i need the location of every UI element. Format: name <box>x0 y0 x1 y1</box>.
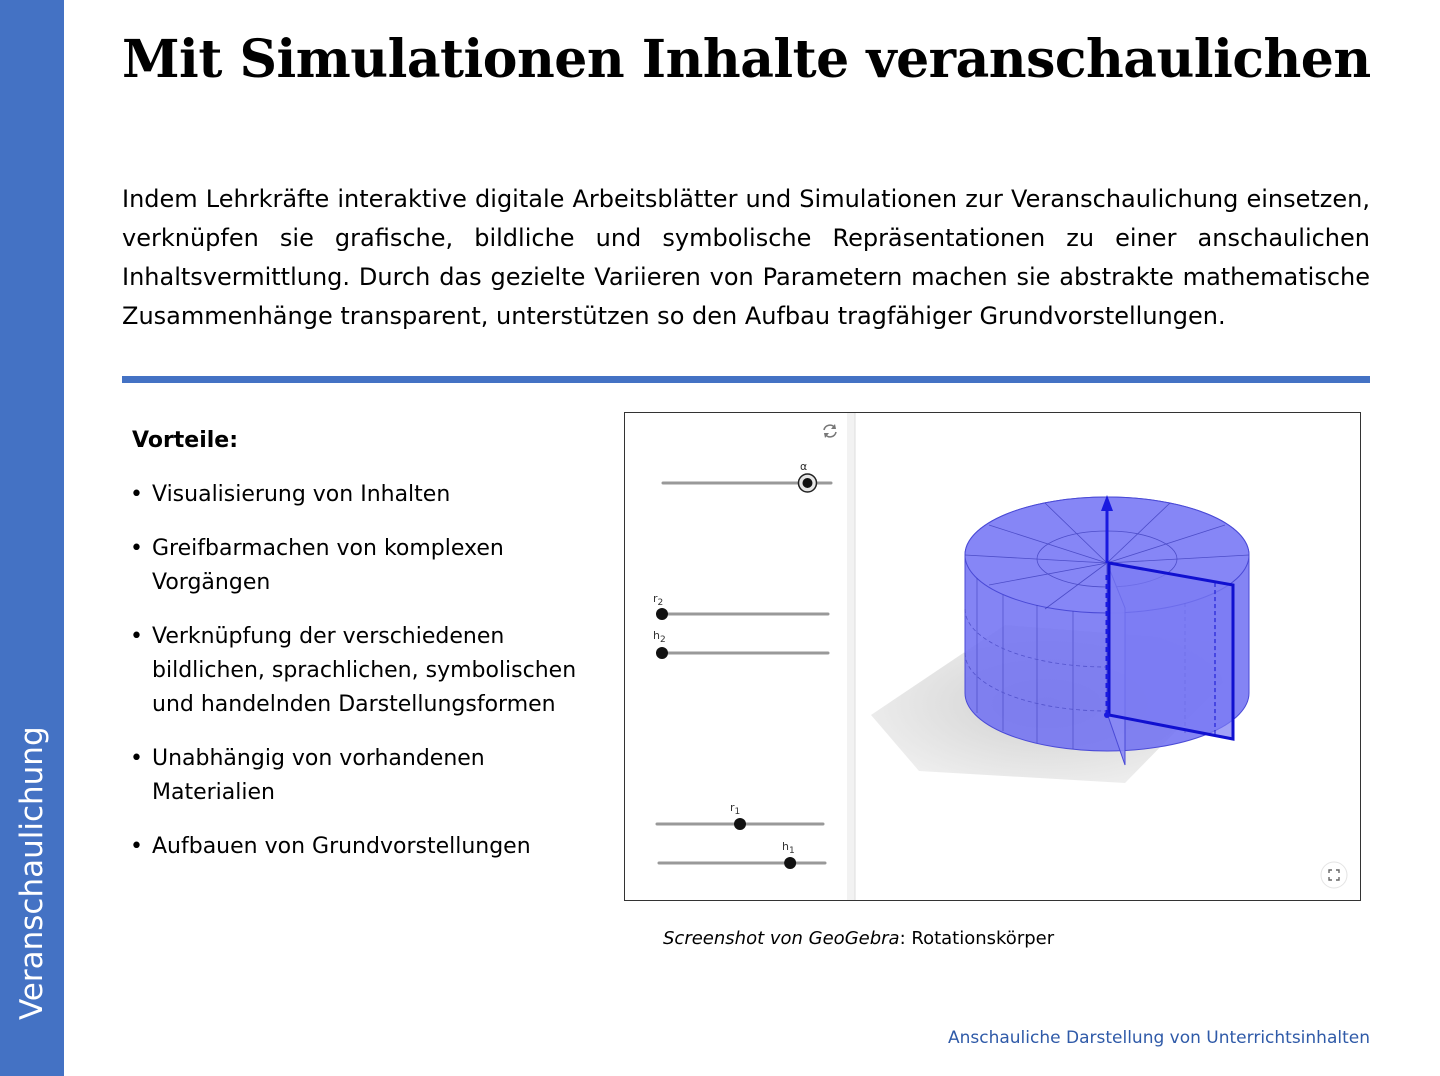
geogebra-canvas <box>625 413 1361 901</box>
slider-r1-label: r <box>730 801 735 814</box>
svg-text:r1 <box>730 801 740 817</box>
slider-knob[interactable] <box>734 818 746 830</box>
list-item: • Unabhängig von vorhandenen Materialien <box>130 742 600 810</box>
sidebar-band <box>0 0 64 1076</box>
slider-r2-sub: 2 <box>657 598 664 608</box>
slider-h2-sub: 2 <box>659 635 666 645</box>
caption-italic: Screenshot von GeoGebra <box>663 928 900 949</box>
page-title: Mit Simulationen Inhalte veranschaulichen <box>122 29 1371 90</box>
panel-divider <box>847 413 855 901</box>
slider-h2-label: h <box>653 629 660 642</box>
slider-h1-sub: 1 <box>788 846 795 856</box>
sidebar-label: Veranschaulichung <box>14 726 50 1020</box>
slider-alpha-label: α <box>800 460 808 473</box>
slider-r2-label: r <box>653 592 658 605</box>
slider-r2[interactable] <box>653 592 828 620</box>
slider-knob[interactable] <box>784 857 796 869</box>
slider-r1[interactable] <box>657 801 823 830</box>
fullscreen-icon[interactable] <box>1321 862 1347 888</box>
slider-knob[interactable] <box>656 608 668 620</box>
intro-paragraph: Indem Lehrkräfte interaktive digitale Arbeitsblätter und Simulationen zur Veranschaulichung einsetzen, verknüpfen sie grafische, bildliche und symbolische Repräsentationen zu einer anschaulichen Inhaltsvermittlung. Durch das gezielte Variieren von Parametern machen sie abstrakte mathematische Zusammenhänge transparent, unterstützen so den Aufbau tragfähiger Grundvorstellungen. <box>122 185 1370 330</box>
list-item: • Aufbauen von Grundvorstellungen <box>130 830 600 864</box>
svg-text:h1 <box>782 840 795 856</box>
geogebra-screenshot <box>624 412 1361 901</box>
advantages-list <box>130 478 600 884</box>
divider-rule <box>122 376 1370 383</box>
slider-knob[interactable] <box>656 647 668 659</box>
refresh-icon[interactable] <box>824 424 836 438</box>
caption-rest: : Rotationskörper <box>899 928 1055 949</box>
slider-h1-label: h <box>782 840 789 853</box>
slider-h2[interactable] <box>653 629 828 659</box>
list-item: • Greifbarmachen von komplexen Vorgängen <box>130 532 600 600</box>
figure-caption <box>663 926 1054 952</box>
slider-knob-center <box>802 478 812 488</box>
list-item: • Verknüpfung der verschiedenen bildlichen, sprachlichen, symbolischen und handelnden Darstellungsformen <box>130 620 600 722</box>
slider-r1-sub: 1 <box>734 807 741 817</box>
svg-text:h2 <box>653 629 666 645</box>
footer-text: Anschauliche Darstellung von Unterrichtsinhalten <box>947 1028 1370 1048</box>
svg-text:r2 <box>653 592 663 608</box>
slider-h1[interactable] <box>659 840 825 869</box>
list-item: • Visualisierung von Inhalten <box>130 478 600 512</box>
slider-alpha[interactable] <box>663 460 831 492</box>
advantages-heading: Vorteile: <box>132 428 239 453</box>
